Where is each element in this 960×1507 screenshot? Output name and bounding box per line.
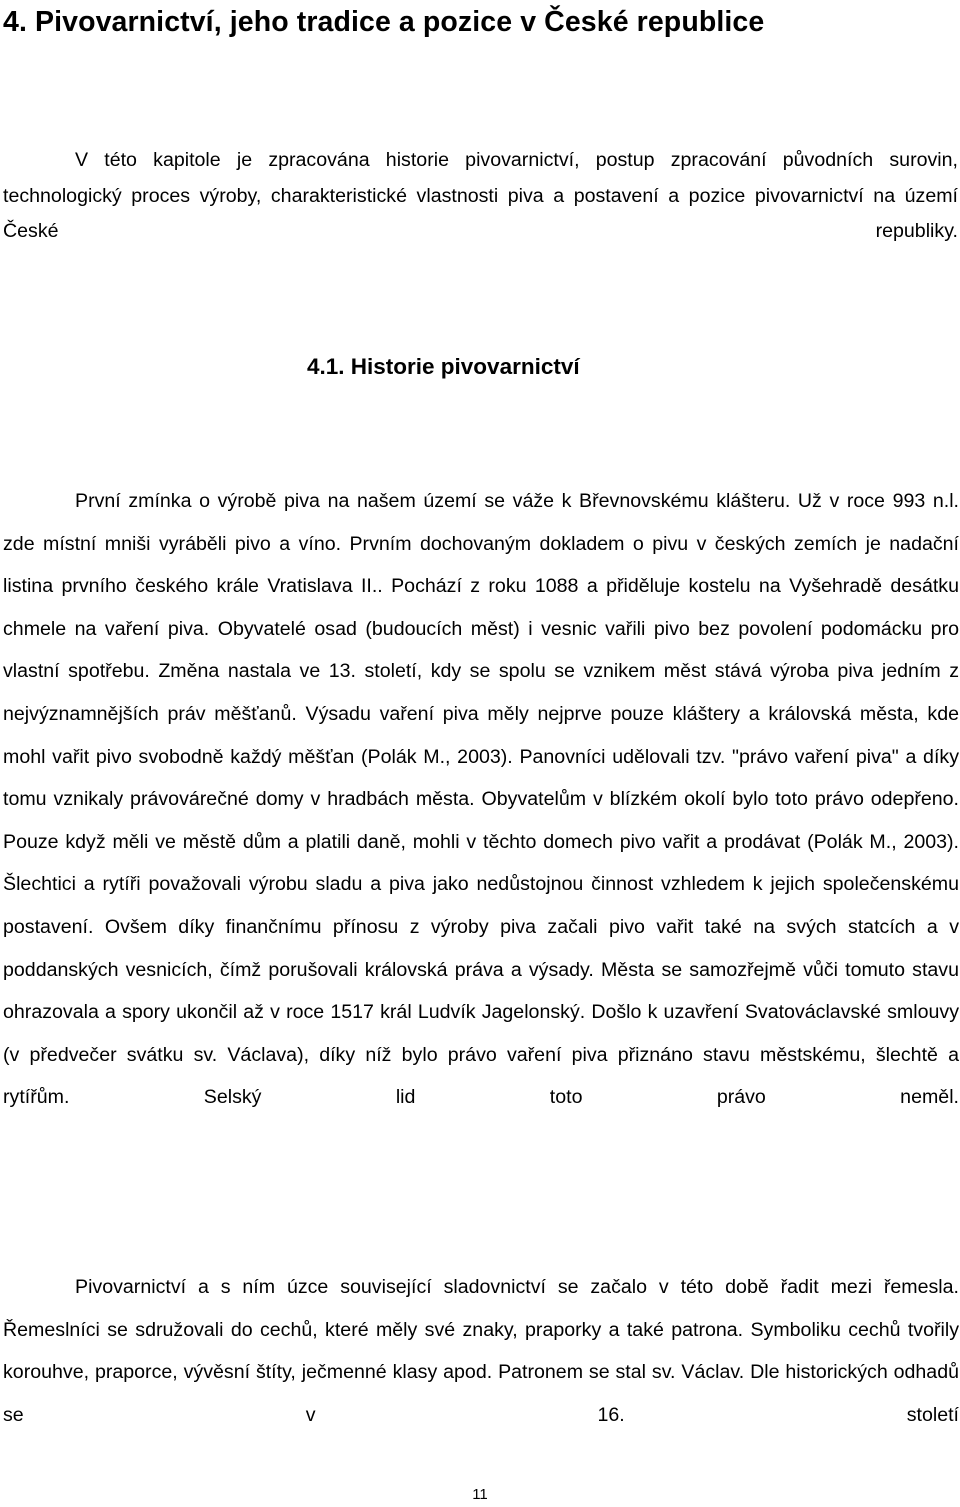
intro-paragraph — [3, 143, 958, 285]
page-number: 11 — [472, 1486, 488, 1503]
body-paragraph-text: Pivovarnictví a s ním úzce související sladovnictví se začalo v této době řadit mezi řemesla. Řemeslníci se sdružovali do cechů, které měly své znaky, praporky a také patrona. Symboliku cechů tvořily korouhve, praporce, vývěsní štíty, ječmenné klasy apod. Patronem se stal sv. Václav. Dle historických odhadů se v 16. století — [3, 1276, 959, 1427]
section-title: 4.1. Historie pivovarnictví — [307, 354, 580, 379]
intro-text: V této kapitole je zpracována historie pivovarnictví, postup zpracování původních surovin, technologický proces výroby, charakteristické vlastnosti piva a postavení a pozice pivovarnictví na území České republiky. — [3, 149, 958, 242]
body-paragraph — [3, 480, 959, 1162]
body-paragraph — [3, 1266, 959, 1480]
body-paragraph-text: První zmínka o výrobě piva na našem území se váže k Břevnovskému klášteru. Už v roce 993 n.l. zde místní mniši vyráběli pivo a víno. Prvním dochovaným dokladem o pivu v českých zemích je nadační listina prvního českého krále Vratislava II.. Pochází z roku 1088 a přiděluje kostelu na Vyšehradě desátku chmele na vaření piva. Obyvatelé osad (budoucích měst) i vesnic vařili pivo bez povolení podomácku pro vlastní spotřebu. Změna nastala ve 13. století, kdy se spolu se vznikem měst stává výroba piva jedním z nejvýznamnějších práv měšťanů. Výsadu vaření piva měly nejprve pouze kláštery a královská města, kde mohl vařit pivo svobodně každý měšťan (Polák M., 2003). Panovníci udělovali tzv. "právo vaření piva" a díky tomu vznikaly právovárečné domy v hradbách města. Obyvatelům v blízkém okolí bylo toto právo odepřeno. Pouze když měli ve městě dům a platili daně, mohli v těchto domech pivo vařit a prodávat (Polák M., 2003). Šlechtici a rytíři považovali výrobu sladu a piva jako nedůstojnou činnost vzhledem k jejich společenskému postavení. Ovšem díky finančnímu přínosu z výroby piva začali pivo vařit také na svých statcích a v poddanských vesnicích, čímž porušovali královská práva a výsady. Města se samozřejmě vůči tomuto stavu ohrazovala a spory ukončil až v roce 1517 král Ludvík Jagelonský. Došlo k uzavření Svatováclavské smlouvy (v předvečer svátku sv. Václava), díky níž bylo právo vaření piva přiznáno stavu městskému, šlechtě a rytířům. Selský lid toto právo neměl. — [3, 490, 959, 1109]
chapter-title: 4. Pivovarnictví, jeho tradice a pozice v České republice — [3, 6, 765, 38]
